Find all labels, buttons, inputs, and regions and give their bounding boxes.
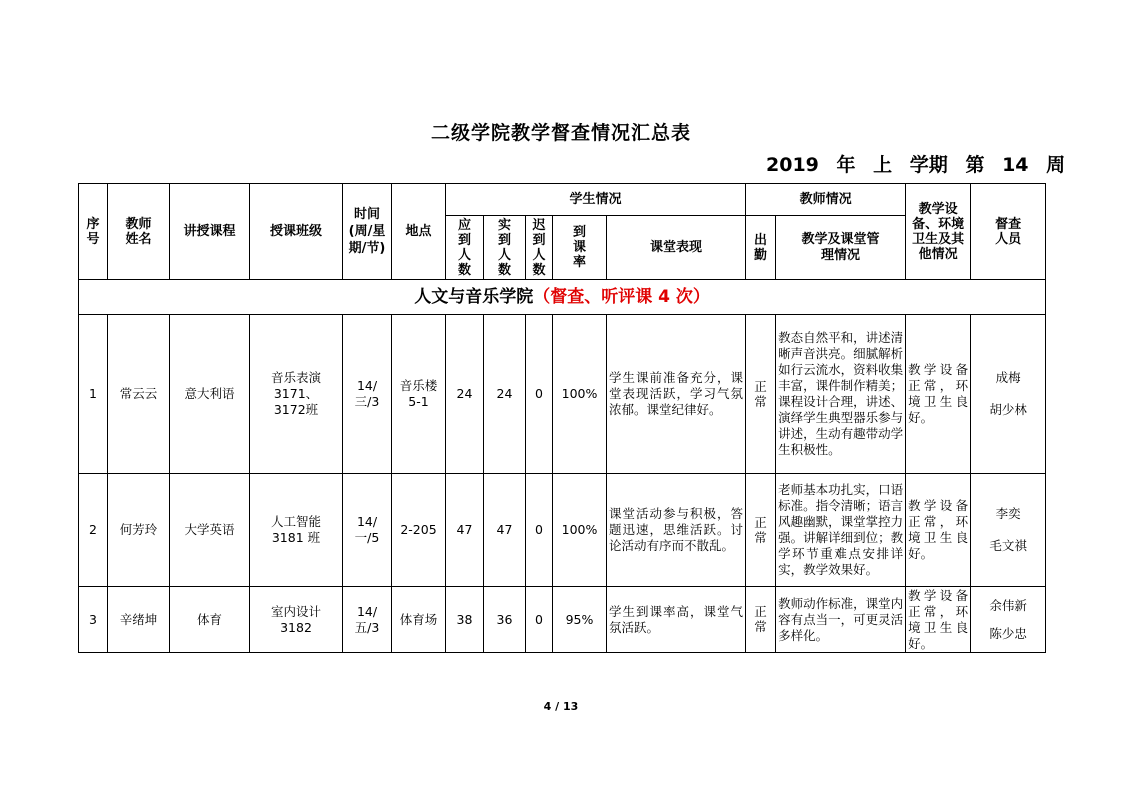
week-unit: 周 <box>1046 154 1066 176</box>
header-actual: 实到人数 <box>484 216 526 280</box>
header-late: 迟到人数 <box>526 216 553 280</box>
row-expected: 38 <box>446 587 484 653</box>
row-teaching: 老师基本功扎实，口语标准。指令清晰；语言风趣幽默，课堂掌控力强。讲解详细到位；教学环节重难点安排详实，教学效果好。 <box>776 474 906 587</box>
row-expected: 24 <box>446 315 484 474</box>
row-actual: 36 <box>484 587 526 653</box>
row-facilities: 教学设备正常，环境卫生良好。 <box>906 315 971 474</box>
week-number: 14 <box>1002 154 1029 176</box>
row-expected: 47 <box>446 474 484 587</box>
term-unit: 学期 <box>909 154 948 176</box>
row-attendance: 正常 <box>746 474 776 587</box>
row-actual: 47 <box>484 474 526 587</box>
row-supervisors <box>971 315 1046 474</box>
header-teacher-group: 教师情况 <box>746 184 906 216</box>
row-rate: 95% <box>553 587 607 653</box>
page-number: 4 / 13 <box>543 700 579 713</box>
header-course: 讲授课程 <box>170 184 250 280</box>
supervisor: 毛文祺 <box>989 538 1027 553</box>
header-attendance: 出勤 <box>746 216 776 280</box>
header-location: 地点 <box>392 184 446 280</box>
header-time: 时间(周/星期/节) <box>343 184 392 280</box>
row-supervisors <box>971 587 1046 653</box>
row-time: 14/三/3 <box>343 315 392 474</box>
header-supervisors: 督查人员 <box>971 184 1046 280</box>
row-rate: 100% <box>553 474 607 587</box>
row-late: 0 <box>526 315 553 474</box>
header-performance: 课堂表现 <box>607 216 746 280</box>
row-location: 2-205 <box>392 474 446 587</box>
row-location: 体育场 <box>392 587 446 653</box>
table-row <box>79 474 1046 587</box>
row-time: 14/一/5 <box>343 474 392 587</box>
row-performance: 学生课前准备充分，课堂表现活跃，学习气氛浓郁。课堂纪律好。 <box>607 315 746 474</box>
row-attendance: 正常 <box>746 587 776 653</box>
table-row <box>79 587 1046 653</box>
row-class: 室内设计3182 <box>250 587 343 653</box>
section-note: （督查、听评课 4 次） <box>533 287 710 307</box>
row-teaching: 教师动作标准，课堂内容有点当一，可更灵活多样化。 <box>776 587 906 653</box>
header-row-1 <box>79 184 1046 216</box>
page-title: 二级学院教学督查情况汇总表 <box>430 122 691 144</box>
row-late: 0 <box>526 587 553 653</box>
week-prefix: 第 <box>965 154 985 176</box>
row-facilities: 教学设备正常，环境卫生良好。 <box>906 474 971 587</box>
supervisor: 余伟新 <box>989 597 1027 613</box>
row-time: 14/五/3 <box>343 587 392 653</box>
year-unit: 年 <box>836 154 856 176</box>
supervisor: 胡少林 <box>989 402 1027 417</box>
row-performance: 课堂活动参与积极，答题迅速，思维活跃。讨论活动有序而不散乱。 <box>607 474 746 587</box>
row-attendance: 正常 <box>746 315 776 474</box>
supervisor: 李奕 <box>995 506 1021 521</box>
section-row <box>79 280 1046 315</box>
row-late: 0 <box>526 474 553 587</box>
row-teaching: 教态自然平和，讲述清晰声音洪亮。细腻解析如行云流水，资料收集丰富，课件制作精美；课程设计合理，讲述、演绎学生典型器乐参与讲述，生动有趣带动学生积极性。 <box>776 315 906 474</box>
row-index: 2 <box>79 474 108 587</box>
row-teacher: 常云云 <box>108 315 170 474</box>
row-index: 3 <box>79 587 108 653</box>
year: 2019 <box>766 154 819 176</box>
header-teacher: 教师姓名 <box>108 184 170 280</box>
supervision-table <box>78 183 1046 653</box>
header-teaching: 教学及课堂管理情况 <box>776 216 906 280</box>
row-course: 体育 <box>170 587 250 653</box>
row-class: 音乐表演3171、3172班 <box>250 315 343 474</box>
row-facilities: 教学设备正常，环境卫生良好。 <box>906 587 971 653</box>
header-class: 授课班级 <box>250 184 343 280</box>
section-title: 人文与音乐学院（督查、听评课 4 次） <box>79 280 1046 315</box>
header-rate: 到课率 <box>553 216 607 280</box>
header-index: 序号 <box>79 184 108 280</box>
table-row <box>79 315 1046 474</box>
supervisor: 陈少忠 <box>989 625 1027 641</box>
row-course: 大学英语 <box>170 474 250 587</box>
header-student-group: 学生情况 <box>446 184 746 216</box>
header-facilities: 教学设备、环境卫生及其他情况 <box>906 184 971 280</box>
row-performance: 学生到课率高，课堂气氛活跃。 <box>607 587 746 653</box>
row-class: 人工智能3181 班 <box>250 474 343 587</box>
header-expected: 应到人数 <box>446 216 484 280</box>
row-rate: 100% <box>553 315 607 474</box>
row-teacher: 何芳玲 <box>108 474 170 587</box>
supervisor: 成梅 <box>995 370 1021 385</box>
row-location: 音乐楼 5-1 <box>392 315 446 474</box>
term: 上 <box>873 154 893 176</box>
row-actual: 24 <box>484 315 526 474</box>
row-course: 意大利语 <box>170 315 250 474</box>
row-supervisors <box>971 474 1046 587</box>
term-week-line <box>766 150 1072 177</box>
row-index: 1 <box>79 315 108 474</box>
row-teacher: 辛绪坤 <box>108 587 170 653</box>
